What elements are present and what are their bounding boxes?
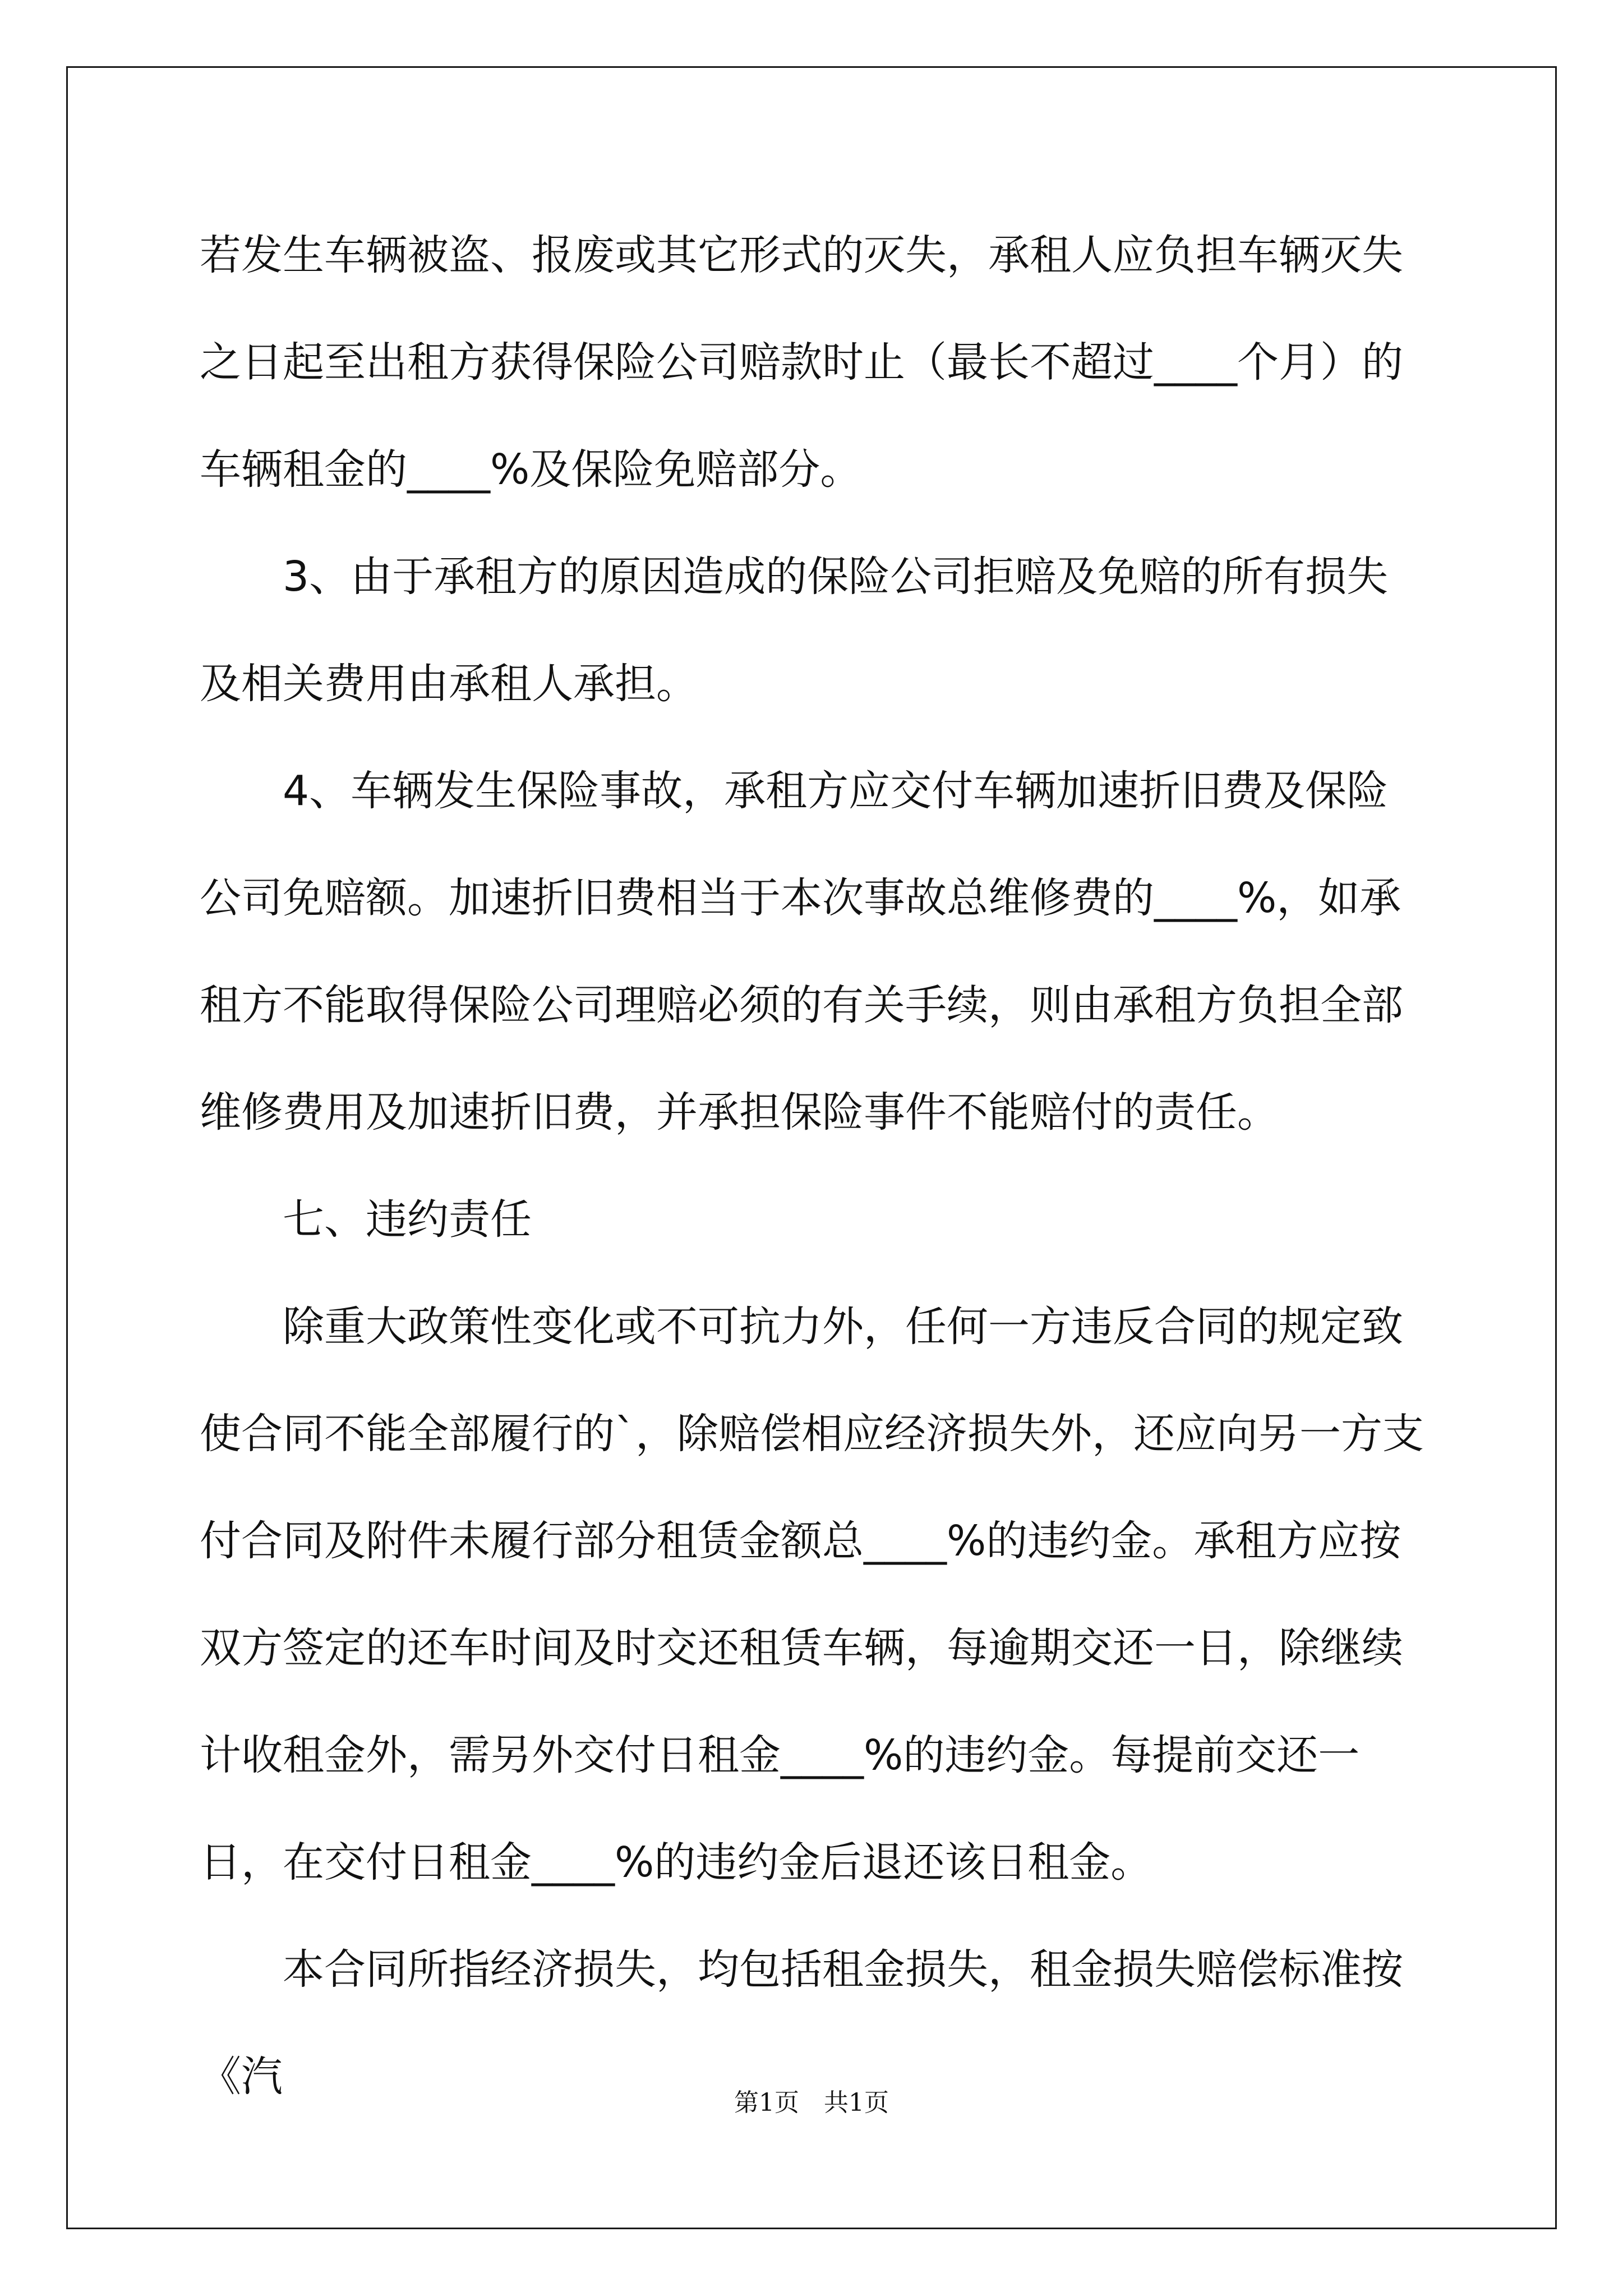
paragraph-3: 4、车辆发生保险事故，承租方应交付车辆加速折旧费及保险公司免赔额。加速折旧费相当于本次事故总维修费的____%，如承租方不能取得保险公司理赔必须的有关手续，则由承租方负担全部维修费用及加速折旧费，并承担保险事件不能赔付的责任。 bbox=[200, 767, 1403, 1137]
paragraph-2: 3、由于承租方的原因造成的保险公司拒赔及免赔的所有损失及相关费用由承租人承担。 bbox=[200, 553, 1389, 708]
section-heading: 七、违约责任 bbox=[283, 1195, 532, 1244]
document-body bbox=[200, 202, 1428, 2131]
page-number-footer: 第1页 共1页 bbox=[734, 2088, 889, 2117]
paragraph-5: 除重大政策性变化或不可抗力外，任何一方违反合同的规定致使合同不能全部履行的`，除赔偿相应经济损失外，还应向另一方支付合同及附件未履行部分租赁金额总____%的违约金。承租方应按双方签定的还车时间及时交还租赁车辆，每逾期交还一日，除继续计收租金外，需另外交付日租金____%的违约金。每提前交还一日，在交付日租金____%的违约金后退还该日租金。 bbox=[200, 1303, 1424, 1887]
paragraph-1: 若发生车辆被盗、报废或其它形式的灭失，承租人应负担车辆灭失之日起至出租方获得保险公司赔款时止（最长不超过____个月）的车辆租金的____%及保险免赔部分。 bbox=[200, 231, 1403, 494]
paragraph-6: 本合同所指经济损失，均包括租金损失，租金损失赔偿标准按《汽 bbox=[200, 1945, 1403, 2101]
